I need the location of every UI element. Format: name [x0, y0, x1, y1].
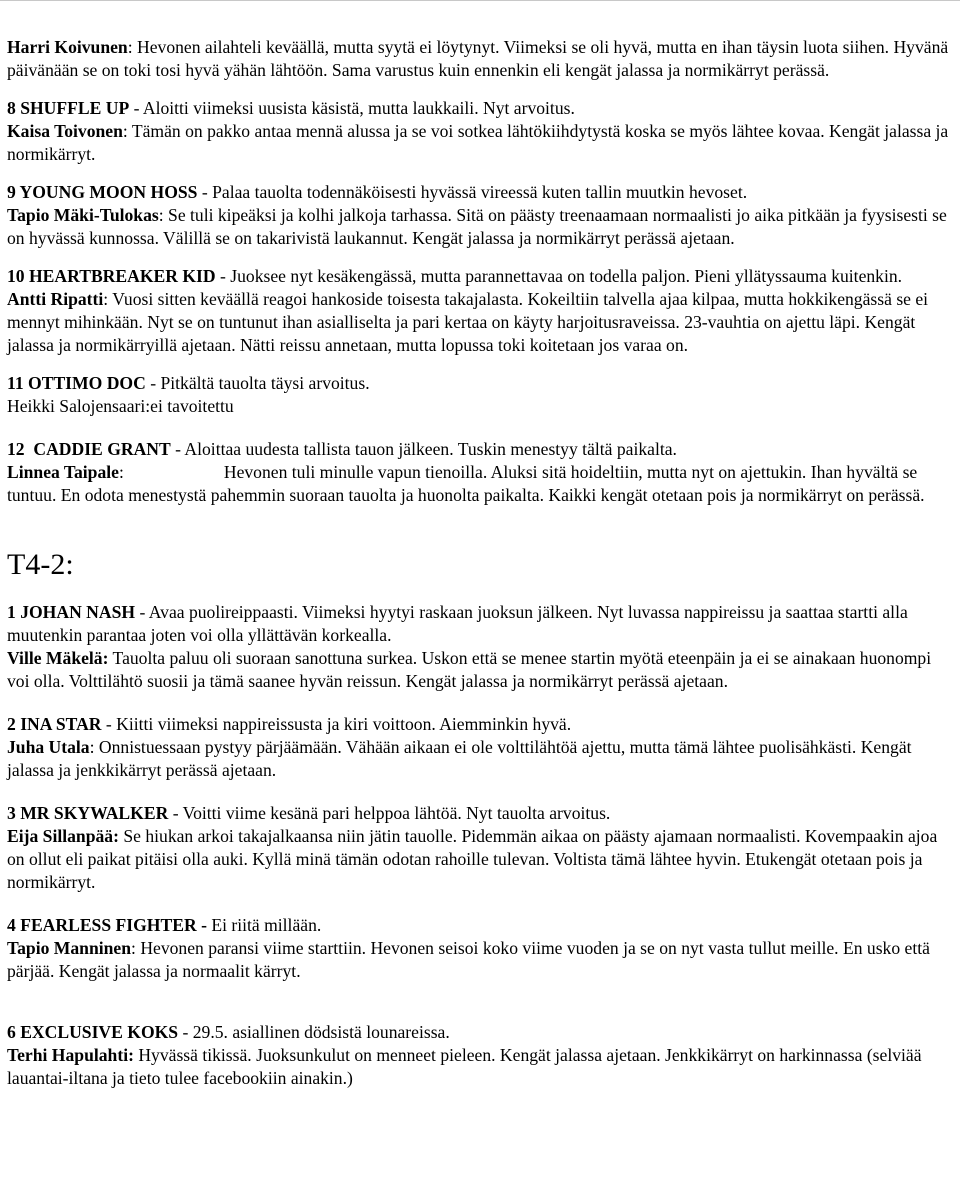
trainer-name: Ville Mäkelä:	[7, 648, 109, 668]
trainer-comment	[7, 461, 955, 507]
trainer-name: Linnea Taipale	[7, 462, 119, 482]
top-rule	[0, 0, 960, 1]
horse-name: 8 SHUFFLE UP	[7, 98, 130, 118]
trainer-comment	[7, 288, 955, 357]
comment-text: Hyvässä tikissä. Juoksunkulut on menneet pieleen. Kengät jalassa ajetaan. Jenkkikärryt on harkinnassa (selviää lauantai-iltana ja tieto tulee facebookiin ainakin.)	[7, 1045, 922, 1088]
trainer-comment	[7, 825, 955, 894]
horse-description: - Palaa tauolta todennäköisesti hyvässä vireessä kuten tallin muutkin hevoset.	[197, 182, 748, 202]
horse-name: 2 INA STAR	[7, 714, 102, 734]
comment-text: : Onnistuessaan pystyy pärjäämään. Vähään aikaan ei ole volttilähtöä ajettu, mutta tämä lähtee puolisähkästi. Kengät jalassa ja jenkkikärryt perässä ajetaan.	[7, 737, 912, 780]
comment-text: : Hevonen ailahteli keväällä, mutta syytä ei löytynyt. Viimeksi se oli hyvä, mutta en ihan täysin luota siihen. Hyvänä päivänään se on toki tosi hyvä yähän lähtöön. Sama varustus kuin ennenkin eli kengät jalassa ja normikärryt perässä.	[7, 37, 949, 80]
horse-entry	[7, 97, 955, 120]
comment-text: Se hiukan arkoi takajalkaansa niin jätin tauolle. Pidemmän aikaa on päästy ajamaan normaalisti. Kovempaakin ajoa on ollut eli paikat pitäisi olla auki. Kyllä minä tämän odotan rahoille tulevan. Voltista tämä lähtee hyvin. Etukengät otetaan pois ja normikärryt.	[7, 826, 938, 892]
document-page	[7, 36, 955, 1090]
horse-entry	[7, 1021, 955, 1044]
section-title: T4-2:	[7, 548, 74, 581]
horse-description: - Juoksee nyt kesäkengässä, mutta parannettavaa on todella paljon. Pieni yllätyssauma kuitenkin.	[215, 266, 903, 286]
trainer-comment	[7, 36, 955, 82]
horse-name: 11 OTTIMO DOC	[7, 373, 146, 393]
horse-entry	[7, 372, 955, 395]
comment-text: : Se tuli kipeäksi ja kolhi jalkoja tarhassa. Sitä on päästy treenaamaan normaalisti jo aika pitkään ja fyysisesti se on hyvässä kunnossa. Välillä se on takarivistä laukannut. Kengät jalassa ja normikärryt perässä ajetaan.	[7, 205, 947, 248]
horse-description: - Voitti viime kesänä pari helppoa lähtöä. Nyt tauolta arvoitus.	[168, 803, 611, 823]
name-separator: :	[118, 462, 124, 482]
horse-entry	[7, 438, 955, 461]
comment-text: : Tämän on pakko antaa mennä alussa ja se voi sotkea lähtökiihdytystä koska se myös lähtee kovaa. Kengät jalassa ja normikärryt.	[7, 121, 949, 164]
horse-name: 12 CADDIE GRANT	[7, 439, 171, 459]
trainer-name: Antti Ripatti	[7, 289, 104, 309]
horse-description: - 29.5. asiallinen dödsistä lounareissa.	[178, 1022, 450, 1042]
horse-description: - Aloittaa uudesta tallista tauon jälkeen. Tuskin menestyy tältä paikalta.	[170, 439, 677, 459]
horse-entry	[7, 181, 955, 204]
trainer-name: Tapio Mäki-Tulokas	[7, 205, 159, 225]
horse-entry	[7, 713, 955, 736]
trainer-comment	[7, 1044, 955, 1090]
horse-name: 3 MR SKYWALKER	[7, 803, 169, 823]
horse-name: 10 HEARTBREAKER KID	[7, 266, 216, 286]
horse-entry	[7, 802, 955, 825]
trainer-comment	[7, 120, 955, 166]
trainer-comment	[7, 647, 955, 693]
trainer-name: Tapio Manninen	[7, 938, 132, 958]
horse-description: Ei riitä millään.	[206, 915, 322, 935]
trainer-comment	[7, 937, 955, 983]
trainer-name: Kaisa Toivonen	[7, 121, 123, 141]
trainer-name: Harri Koivunen	[7, 37, 128, 57]
comment-text: : Hevonen paransi viime starttiin. Hevonen seisoi koko viime vuoden ja se on nyt vasta tullut meille. En usko että pärjää. Kengät jalassa ja normaalit kärryt.	[7, 938, 930, 981]
trainer-comment: Heikki Salojensaari:ei tavoitettu	[7, 396, 234, 416]
horse-description: - Avaa puolireippaasti. Viimeksi hyytyi raskaan juoksun jälkeen. Nyt luvassa nappireissu ja saattaa startti alla muutenkin parantaa joten voi olla yllättävän korkealla.	[7, 602, 908, 645]
comment-text: : Vuosi sitten keväällä reagoi hankoside toisesta takajalasta. Kokeiltiin talvella ajaa kilpaa, mutta hokkikengässä se ei mennyt mihinkään. Nyt se on tuntunut ihan asialliselta ja pari kertaa on käyty harjoitusraveissa. 23-vauhtia on ajettu läpi. Kengät jalassa ja normikärryillä ajetaan. Nätti reissu annetaan, mutta lopussa toki koitetaan jos varaa on.	[7, 289, 929, 355]
trainer-name: Eija Sillanpää:	[7, 826, 119, 846]
comment-text: Tauolta paluu oli suoraan sanottuna surkea. Uskon että se menee startin myötä eteenpäin ja ei se ainakaan huonompi voi olla. Volttilähtö suosii ja tämä saanee hyvän reissun. Kengät jalassa ja normikärryt perässä ajetaan.	[7, 648, 932, 691]
horse-entry	[7, 914, 955, 937]
horse-name: 1 JOHAN NASH	[7, 602, 136, 622]
trainer-name: Terhi Hapulahti:	[7, 1045, 134, 1065]
horse-description: - Pitkältä tauolta täysi arvoitus.	[145, 373, 370, 393]
horse-description: - Kiitti viimeksi nappireissusta ja kiri voittoon. Aiemminkin hyvä.	[101, 714, 572, 734]
trainer-comment	[7, 736, 955, 782]
trainer-comment	[7, 204, 955, 250]
horse-name: 9 YOUNG MOON HOSS	[7, 182, 198, 202]
horse-name: 6 EXCLUSIVE KOKS	[7, 1022, 179, 1042]
horse-entry	[7, 601, 955, 647]
horse-name: 4 FEARLESS FIGHTER -	[7, 915, 207, 935]
horse-entry	[7, 265, 955, 288]
horse-description: - Aloitti viimeksi uusista käsistä, mutta laukkaili. Nyt arvoitus.	[129, 98, 575, 118]
trainer-name: Juha Utala	[7, 737, 90, 757]
comment-text: Hevonen tuli minulle vapun tienoilla. Aluksi sitä hoideltiin, mutta nyt on ajettukin. Ihan hyvältä se tuntuu. En odota menestystä pahemmin suoraan tauolta ja huonolta paikalta. Kaikki kengät otetaan pois ja normikärryt on perässä.	[7, 462, 925, 505]
